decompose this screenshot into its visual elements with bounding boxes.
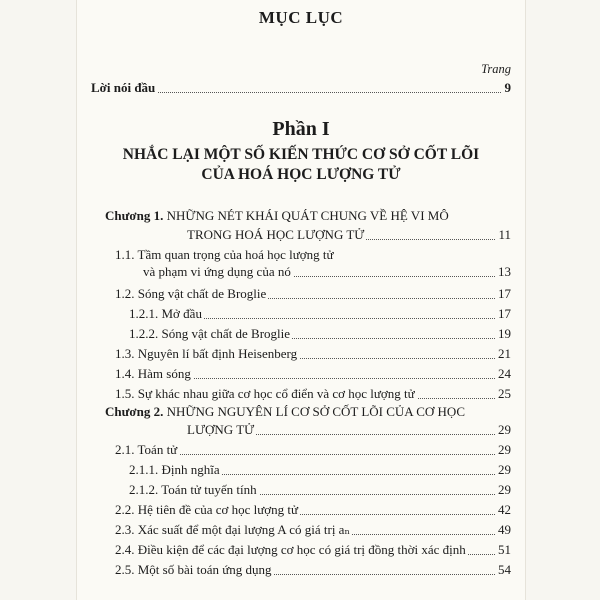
toc-entry-1-1-line1: 1.1. Tầm quan trọng của hoá học lượng tử	[115, 247, 334, 262]
part-title-line2: CỦA HOÁ HỌC LƯỢNG TỬ	[201, 166, 401, 183]
page-column-label: Trang	[481, 62, 511, 76]
toc-entry-1-2: 1.2. Sóng vật chất de Broglie 17	[115, 286, 511, 301]
toc-entry-1-2-1: 1.2.1. Mở đầu 17	[129, 306, 511, 321]
chapter-1-line1: Chương 1. NHỮNG NÉT KHÁI QUÁT CHUNG VỀ HỆ VI MÔ	[105, 208, 449, 223]
book-page	[76, 0, 526, 600]
chapter-2-line1: Chương 2. NHỮNG NGUYÊN LÍ CƠ SỞ CỐT LÕI CỦA CƠ HỌC	[105, 404, 465, 419]
toc-entry-2-4: 2.4. Điều kiện để các đại lượng cơ học có giá trị đồng thời xác định 51	[115, 542, 511, 557]
toc-entry-1-4: 1.4. Hàm sóng 24	[115, 366, 511, 381]
toc-entry-1-3: 1.3. Nguyên lí bất định Heisenberg 21	[115, 346, 511, 361]
toc-entry-1-1-line2: và phạm vi ứng dụng của nó 13	[143, 264, 511, 279]
toc-entry-2-3: 2.3. Xác suất để một đại lượng A có giá trị aₙ 49	[115, 522, 511, 537]
toc-entry-1-5: 1.5. Sự khác nhau giữa cơ học cổ điển và cơ học lượng tử 25	[115, 386, 511, 401]
toc-entry-1-2-2: 1.2.2. Sóng vật chất de Broglie 19	[129, 326, 511, 341]
toc-entry-2-1-1: 2.1.1. Định nghĩa 29	[129, 462, 511, 477]
part-name: Phần I	[272, 118, 330, 140]
chapter-1-line2: TRONG HOÁ HỌC LƯỢNG TỬ 11	[187, 227, 511, 242]
toc-entry-2-1-2: 2.1.2. Toán tử tuyến tính 29	[129, 482, 511, 497]
chapter-2-line2: LƯỢNG TỬ 29	[187, 422, 511, 437]
toc-entry-2-1: 2.1. Toán tử 29	[115, 442, 511, 457]
toc-entry-2-2: 2.2. Hệ tiên đề của cơ học lượng tử 42	[115, 502, 511, 517]
page-title: MỤC LỤC	[258, 8, 344, 27]
part-title-line1: NHẮC LẠI MỘT SỐ KIẾN THỨC CƠ SỞ CỐT LÕI	[122, 146, 480, 163]
toc-preface: Lời nói đầu 9	[91, 80, 511, 95]
toc-entry-2-5: 2.5. Một số bài toán ứng dụng 54	[115, 562, 511, 577]
